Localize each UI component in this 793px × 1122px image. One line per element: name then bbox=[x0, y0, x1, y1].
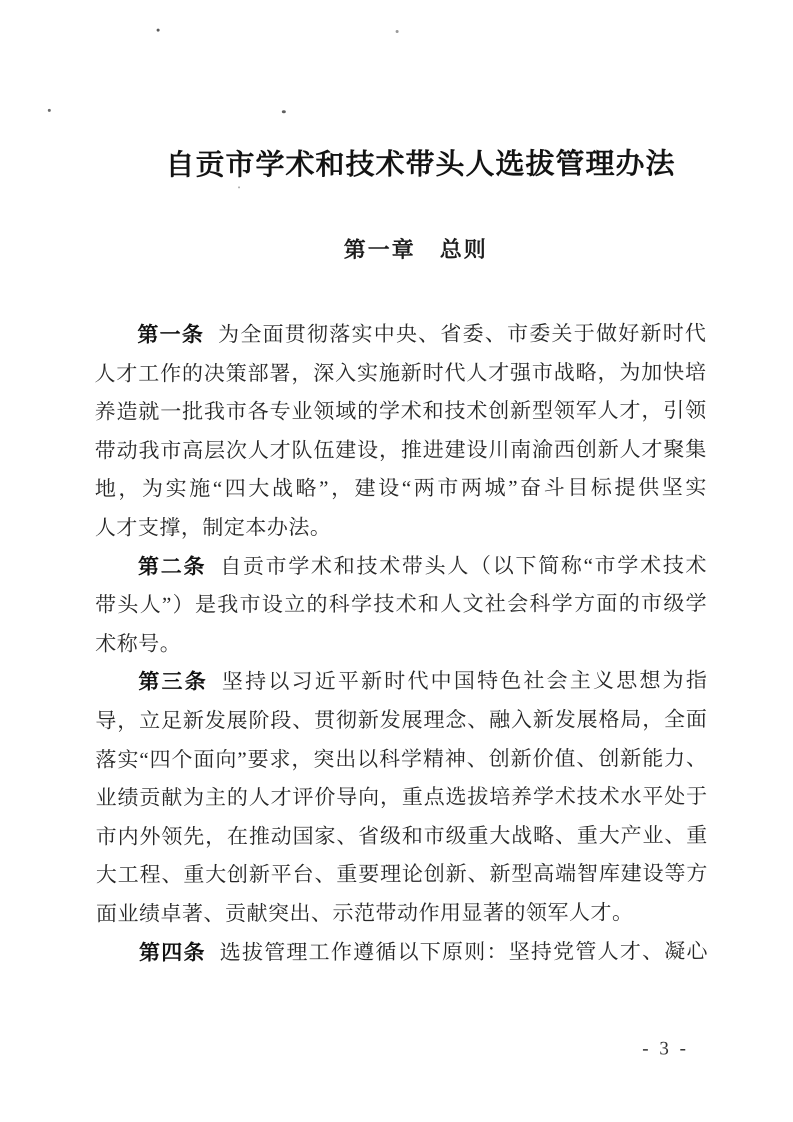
scan-speck bbox=[396, 30, 399, 33]
text-line bbox=[94, 314, 706, 354]
article-number-label: 第四条 bbox=[138, 941, 206, 965]
page-number: - 3 - bbox=[642, 1038, 689, 1060]
text-line: 落实“四个面向”要求，突出以科学精神、创新价值、创新能力、 bbox=[95, 745, 708, 772]
text-line: 人才工作的决策部署，深入实施新时代人才强市战略，为加快培 bbox=[94, 359, 707, 386]
line-text: 为全面贯彻落实中央、省委、市委关于做好新时代 bbox=[218, 321, 707, 347]
scan-speck bbox=[157, 29, 160, 32]
text-line: 人才支撑，制定本办法。 bbox=[94, 515, 332, 540]
line-text: 选拔管理工作遵循以下原则：坚持党管人才、凝心 bbox=[219, 938, 709, 964]
line-text: 坚持以习近平新时代中国特色社会主义思想为指 bbox=[221, 668, 708, 694]
article-number-label: 第二条 bbox=[137, 555, 207, 579]
text-line: 面业绩卓著、贡献突出、示范带动作用显著的领军人才。 bbox=[95, 900, 634, 926]
text-line: 市内外领先，在推动国家、省级和市级重大战略、重大产业、重 bbox=[95, 822, 708, 849]
text-line bbox=[95, 546, 707, 586]
text-line: 导，立足新发展阶段、贯彻新发展理念、融入新发展格局，全面 bbox=[95, 707, 708, 733]
scan-speck bbox=[48, 109, 51, 112]
document-title: 自贡市学术和技术带头人选拔管理办法 bbox=[165, 148, 676, 182]
text-line bbox=[95, 662, 707, 702]
text-line: 带动我市高层次人才队伍建设，推进建设川南渝西创新人才聚集 bbox=[94, 436, 707, 463]
text-line: 养造就一批我市各专业领域的学术和技术创新型领军人才，引领 bbox=[94, 398, 707, 424]
article-number-label: 第三条 bbox=[138, 670, 208, 695]
text-line: 带头人”）是我市设立的科学技术和人文社会科学方面的市级学 bbox=[95, 591, 708, 617]
line-text: 自贡市学术和技术带头人（以下简称“市学术技术 bbox=[220, 552, 708, 579]
text-line: 术称号。 bbox=[95, 631, 182, 656]
text-line: 业绩贡献为主的人才评价导向，重点选拔培养学术技术水平处于 bbox=[95, 784, 708, 810]
scan-speck bbox=[282, 110, 286, 113]
text-line: 大工程、重大创新平台、重要理论创新、新型高端智库建设等方 bbox=[95, 861, 708, 888]
scan-speck bbox=[238, 186, 240, 188]
chapter-heading: 第一章 总则 bbox=[343, 236, 488, 263]
text-line bbox=[96, 932, 708, 972]
document-body bbox=[94, 314, 708, 972]
text-line: 地，为实施“四大战略”，建设“两市两城”奋斗目标提供坚实 bbox=[94, 475, 707, 502]
article-number-label: 第一条 bbox=[137, 323, 205, 347]
